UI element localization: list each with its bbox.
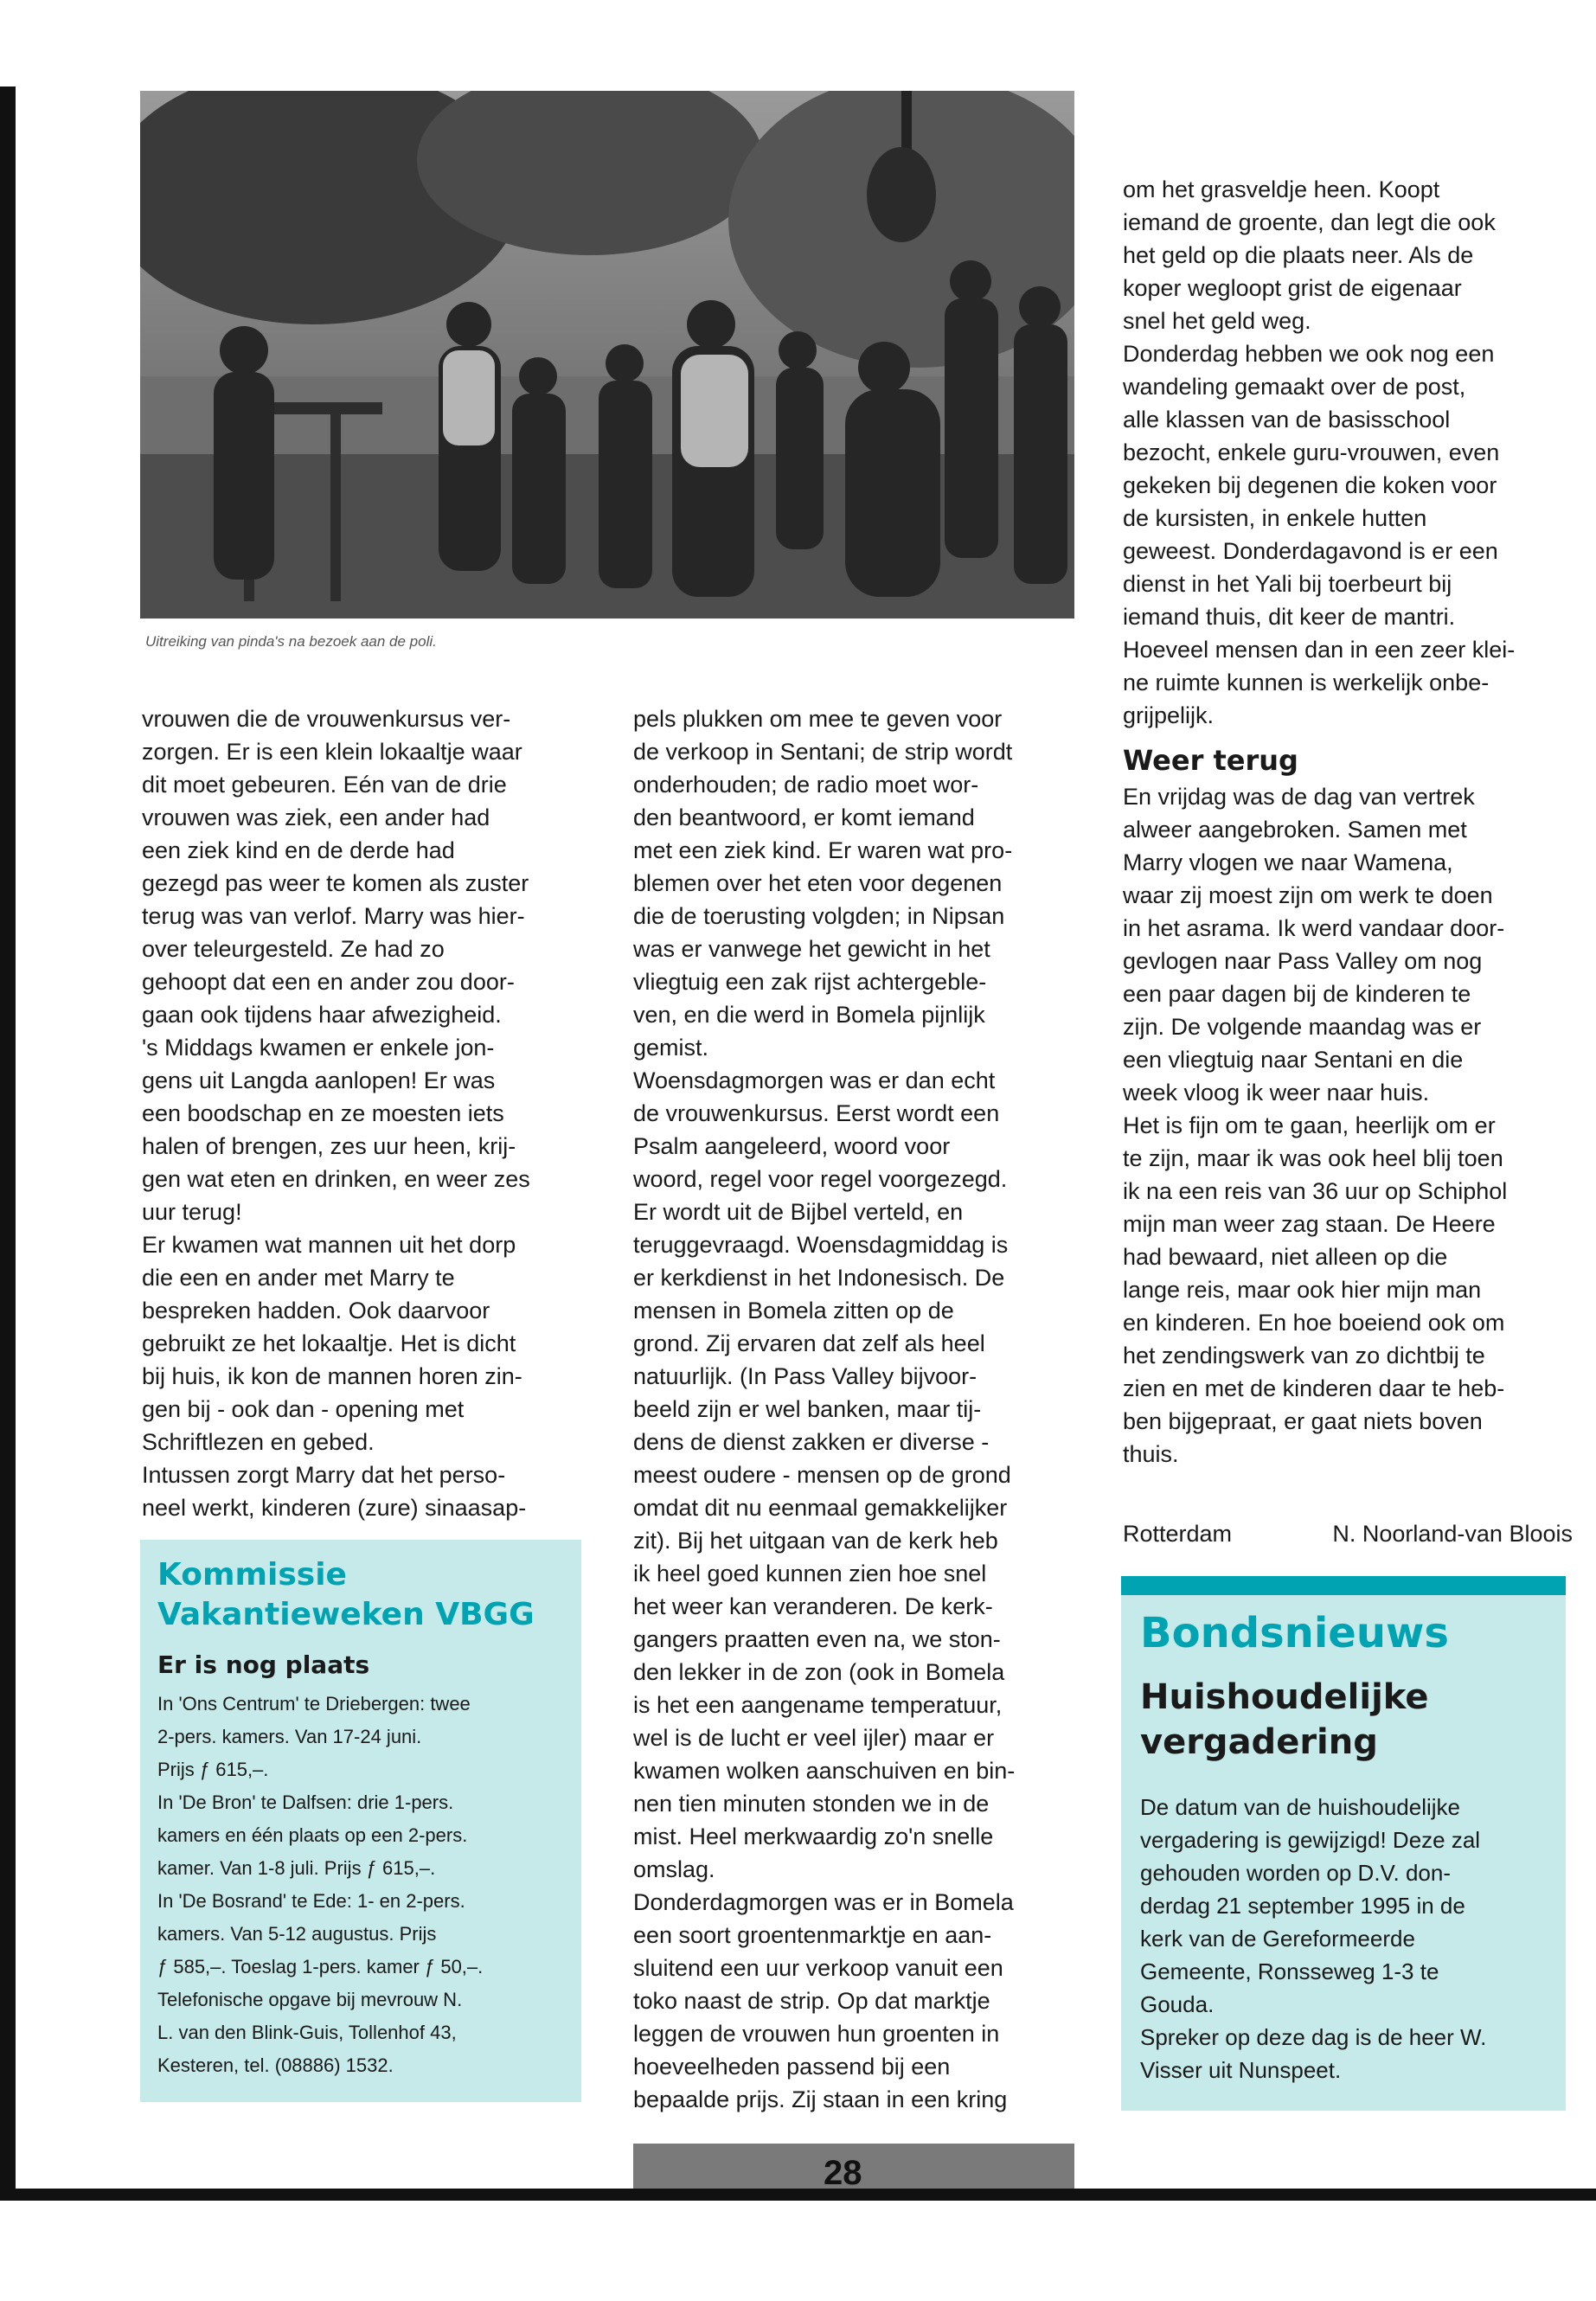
vakantieweken-box <box>140 1540 581 2102</box>
signature-place: Rotterdam <box>1123 1521 1233 1547</box>
column-3-text-top: om het grasveldje heen. Koopt iemand de groente, dan legt die ook het geld op die plaats neer. Als de koper wegloopt grist de eigenaar snel het geld weg. Donderdag hebben we ook nog een wandeling gemaakt over de post, alle klassen van de basisschool bezocht, enkele guru-vrouwen, even gekeken bij degenen die koken voor de kursisten, in enkele hutten geweest. Donderdagavond is er een dienst in het Yali bij toerbeurt bij iemand thuis, dit keer de mantri. Hoeveel mensen dan in een zeer klei- ne ruimte kunnen is werkelijk onbe- grijpelijk. <box>1123 176 1516 728</box>
article-column-3 <box>1123 173 1564 1471</box>
group-photo <box>140 91 1074 619</box>
page-number-bar <box>633 2144 1074 2189</box>
vakantieweken-subtitle: Er is nog plaats <box>157 1650 370 1679</box>
page-number: 28 <box>824 2154 862 2189</box>
column-1-text: vrouwen die de vrouwenkursus ver- zorgen. Er is een klein lokaaltje waar dit moet gebeuren. Eén van de drie vrouwen was ziek, een ander had een ziek kind en de derde had gezegd pas weer te komen als zuster terug was van verlof. Marry was hier- over teleurgesteld. Ze had zo gehoopt dat een en ander zou door- gaan ook tijdens haar afwezigheid. 's Middags kwamen er enkele jon- gens uit Langda aanlopen! Er was een boodschap en ze moesten iets halen of brengen, zes uur heen, krij- gen wat eten en drinken, en weer zes uur terug! Er kwamen wat mannen uit het dorp die een en ander met Marry te bespreken hadden. Ook daarvoor gebruikt ze het lokaaltje. Het is dicht bij huis, ik kon de mannen horen zin- gen bij - ook dan - opening met Schriftlezen en gebed. Intussen zorgt Marry dat het perso- neel werkt, kinderen (zure) sinaasap- <box>142 706 530 1521</box>
article-column-1 <box>142 702 592 1524</box>
column-3-text-bottom: En vrijdag was de dag van vertrek alweer aangebroken. Samen met Marry vlogen we naar Wamena, waar zij moest zijn om werk te doen in het asrama. Ik werd vandaar door- gevlogen naar Pass Valley om nog een paar dagen bij de kinderen te zijn. De volgende maandag was er een vliegtuig naar Sentani en die week vloog ik weer naar huis. Het is fijn om te gaan, heerlijk om er te zijn, maar ik was ook heel blij toen ik na een reis van 36 uur op Schiphol mijn man weer zag staan. De Heere had bewaard, niet alleen op die lange reis, maar ook hier mijn man en kinderen. En hoe boeiend ook om het zendingswerk van zo dichtbij te zien en met de kinderen daar te heb- ben bijgepraat, er gaat niets boven thuis. <box>1123 784 1508 1467</box>
photo-illustration <box>140 91 1074 619</box>
scan-edge-left <box>0 87 16 2197</box>
photo-caption: Uitreiking van pinda's na bezoek aan de poli. <box>145 633 437 650</box>
vakantieweken-body: In 'Ons Centrum' te Driebergen: twee 2-pers. kamers. Van 17-24 juni. Prijs ƒ 615,–. In 'De Bron' te Dalfsen: drie 1-pers. kamers en één plaats op een 2-pers. kamer. Van 1-8 juli. Prijs ƒ 615,–. In 'De Bosrand' te Ede: 1- en 2-pers. kamers. Van 5-12 augustus. Prijs ƒ 585,–. Toeslag 1-pers. kamer ƒ 50,–. Telefonische opgave bij mevrouw N. L. van den Blink-Guis, Tollenhof 43, Kesteren, tel. (08886) 1532. <box>157 1693 484 2076</box>
vakantieweken-title-line2: Vakantieweken VBGG <box>157 1597 535 1632</box>
scan-edge-bottom <box>0 2189 1596 2201</box>
article-signature <box>1123 1521 1573 1548</box>
bondsnieuws-box <box>1121 1595 1566 2111</box>
vakantieweken-title-line1: Kommissie <box>157 1557 347 1593</box>
signature-author: N. Noorland-van Bloois <box>1332 1521 1573 1547</box>
bondsnieuws-title: Bondsnieuws <box>1140 1609 1449 1657</box>
article-column-2 <box>633 702 1083 2116</box>
section-heading-weer-terug: Weer terug <box>1123 744 1298 777</box>
bondsnieuws-body: De datum van de huishoudelijke vergadering is gewijzigd! Deze zal gehouden worden op D.V. don- derdag 21 september 1995 in de kerk van de Gereformeerde Gemeente, Ronsseweg 1-3 te Gouda. Spreker op deze dag is de heer W. Visser uit Nunspeet. <box>1140 1794 1487 2083</box>
column-2-text: pels plukken om mee te geven voor de verkoop in Sentani; de strip wordt onderhouden; de radio moet wor- den beantwoord, er komt iemand met een ziek kind. Er waren wat pro- blemen over het eten voor degenen die de toerusting volgden; in Nipsan was er vanwege het gewicht in het vliegtuig een zak rijst achtergeble- ven, en die werd in Bomela pijnlijk gemist. Woensdagmorgen was er dan echt de vrouwenkursus. Eerst wordt een Psalm aangeleerd, woord voor woord, regel voor regel voorgezegd. Er wordt uit de Bijbel verteld, en teruggevraagd. Woensdagmiddag is er kerkdienst in het Indonesisch. De mensen in Bomela zitten op de grond. Zij ervaren dat zelf als heel natuurlijk. (In Pass Valley bijvoor- beeld zijn er wel banken, maar tij- dens de dienst zakken er diverse - meest oudere - mensen op de grond omdat dit nu eenmaal gemakkelijker zit). Bij het uitgaan van de kerk heb ik heel goed kunnen zien hoe snel het weer kan veranderen. De kerk- gangers praatten even na, we ston- den lekker in de zon (ook in Bomela is het een aangename temperatuur, wel is de lucht er veel ijler) maar er kwamen wolken aanschuiven en bin- nen tien minuten stonden we in de mist. Heel merkwaardig zo'n snelle omslag. Donderdagmorgen was er in Bomela een soort groentenmarktje en aan- sluitend een uur verkoop vanuit een toko naast de strip. Op dat marktje leggen de vrouwen hun groenten in hoeveelheden passend bij een bepaalde prijs. Zij staan in een kring <box>633 706 1016 2112</box>
bondsnieuws-accent-bar <box>1121 1576 1566 1595</box>
bondsnieuws-subtitle: Huishoudelijke vergadering <box>1140 1677 1429 1762</box>
